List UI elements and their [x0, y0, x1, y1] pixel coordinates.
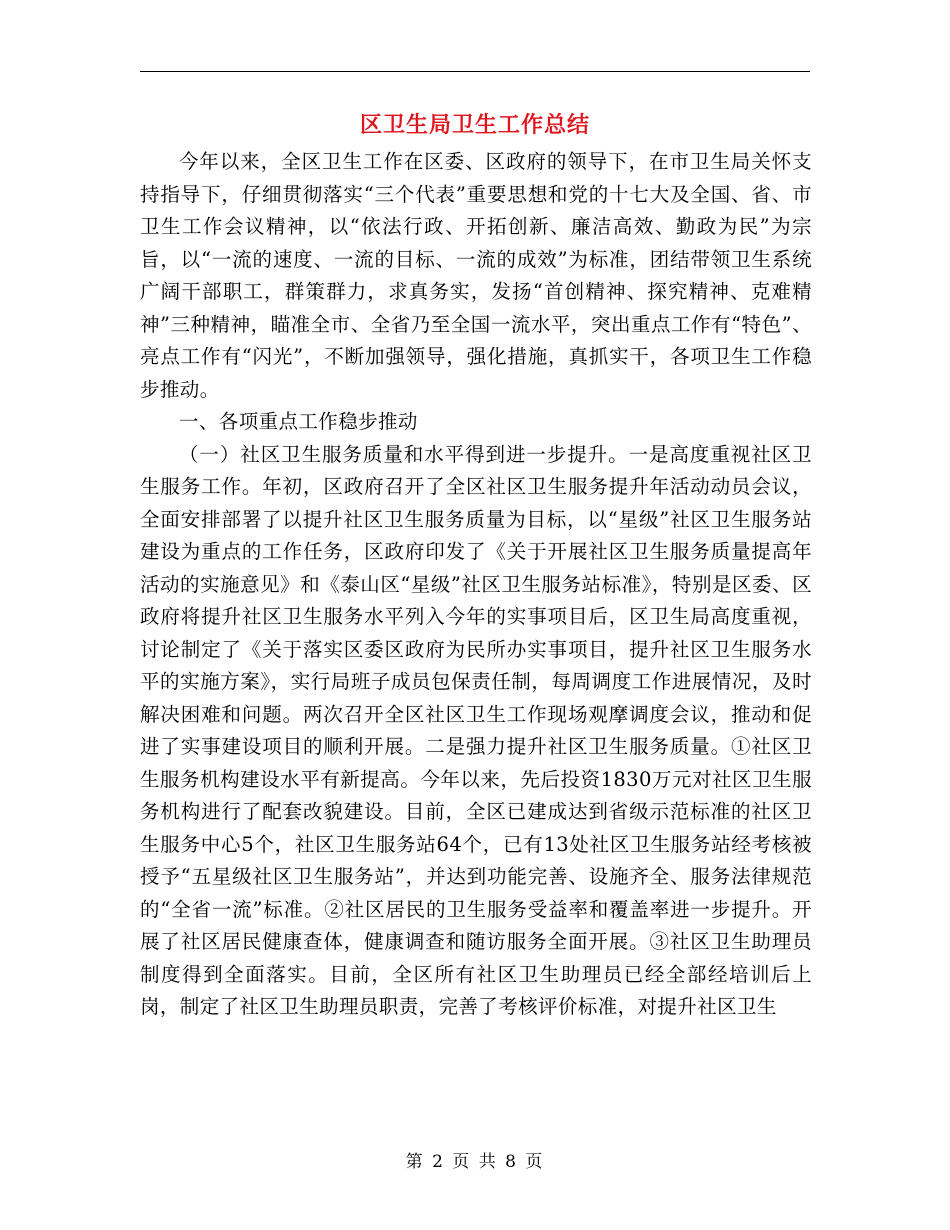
section-heading: 一、各项重点工作稳步推动: [179, 410, 418, 433]
document-title: 区卫生局卫生工作总结: [359, 112, 590, 138]
document-body: [140, 146, 812, 1024]
intro-paragraph: 今年以来，全区卫生工作在区委、区政府的领导下，在市卫生局关怀支持指导下，仔细贯彻落实“三个代表”重要思想和党的十七大及全国、省、市卫生工作会议精神，以“依法行政、开拓创新、廉洁高效、勤政为民”为宗旨，以“一流的速度、一流的目标、一流的成效”为标准，团结带领卫生系统广阔干部职工，群策群力，求真务实，发扬“首创精神、探究精神、克难精神”三种精神，瞄准全市、全省乃至全国一流水平，突出重点工作有“特色”、亮点工作有“闪光”，不断加强领导，强化措施，真抓实干，各项卫生工作稳步推动。: [140, 150, 812, 401]
page-number: 第 2 页 共 8 页: [405, 1152, 545, 1172]
body-paragraph: （一）社区卫生服务质量和水平得到进一步提升。一是高度重视社区卫生服务工作。年初，区政府召开了全区社区卫生服务提升年活动动员会议，全面安排部署了以提升社区卫生服务质量为目标，以“星级”社区卫生服务站建设为重点的工作任务，区政府印发了《关于开展社区卫生服务质量提高年活动的实施意见》和《泰山区“星级”社区卫生服务站标准》，特别是区委、区政府将提升社区卫生服务水平列入今年的实事项目后，区卫生局高度重视，讨论制定了《关于落实区委区政府为民所办实事项目，提升社区卫生服务水平的实施方案》，实行局班子成员包保责任制，每周调度工作进展情况，及时解决困难和问题。两次召开全区社区卫生工作现场观摩调度会议，推动和促进了实事建设项目的顺利开展。二是强力提升社区卫生服务质量。①社区卫生服务机构建设水平有新提高。今年以来，先后投资1830万元对社区卫生服务机构进行了配套改貌建设。目前，全区已建成达到省级示范标准的社区卫生服务中心5个，社区卫生服务站64个，已有13处社区卫生服务站经考核被授予“五星级社区卫生服务站”，并达到功能完善、设施齐全、服务法律规范的“全省一流”标准。②社区居民的卫生服务受益率和覆盖率进一步提升。开展了社区居民健康查体，健康调查和随访服务全面开展。③社区卫生助理员制度得到全面落实。目前，全区所有社区卫生助理员已经全部经培训后上岗，制定了社区卫生助理员职责，完善了考核评价标准，对提升社区卫生: [140, 442, 812, 1018]
header-rule: [140, 71, 810, 72]
